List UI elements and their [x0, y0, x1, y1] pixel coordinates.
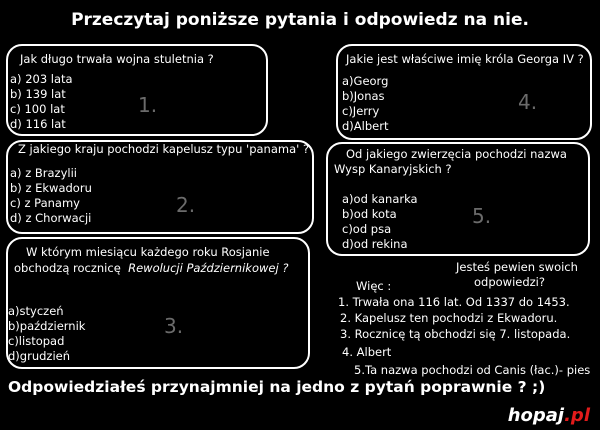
- logo-tld: .pl: [564, 405, 590, 426]
- question-1-option-d: d) 116 lat: [10, 117, 66, 131]
- logo-main: hopaj: [507, 405, 565, 426]
- question-3-text-line2: [14, 261, 288, 275]
- question-4-option-d: d)Albert: [342, 119, 389, 133]
- question-3-text-line2-a: obchodzą rocznicę: [14, 261, 121, 275]
- question-3-text-line1: W którym miesiącu każdego roku Rosjanie: [26, 245, 270, 259]
- question-5-text-line1: Od jakiego zwierzęcia pochodzi nazwa: [346, 147, 567, 161]
- question-3-option-a: a)styczeń: [8, 304, 64, 318]
- question-1-option-c: c) 100 lat: [10, 102, 65, 116]
- question-4-options: [342, 74, 388, 134]
- footer-text: Odpowiedziałeś przynajmniej na jedno z pytań poprawnie ? ;): [8, 378, 546, 396]
- question-2-number: 2.: [176, 193, 196, 217]
- question-1-text: Jak długo trwała wojna stuletnia ?: [20, 52, 214, 66]
- page-title: Przeczytaj poniższe pytania i odpowiedz na nie.: [71, 10, 529, 30]
- question-3-text-line2-b: Rewolucji Październikowej ?: [128, 261, 289, 275]
- question-4-text: Jakie jest właściwe imię króla Georga IV ?: [346, 52, 584, 66]
- answer-2: 2. Kapelusz ten pochodzi z Ekwadoru.: [340, 311, 558, 325]
- question-3-option-d: d)grudzień: [8, 349, 70, 363]
- answer-1: 1. Trwała ona 116 lat. Od 1337 do 1453.: [338, 295, 570, 309]
- question-4-number: 4.: [518, 90, 538, 114]
- answer-3: 3. Rocznicę tą obchodzi się 7. listopada.: [340, 327, 571, 341]
- question-2-option-a: a) z Brazylii: [10, 166, 77, 180]
- question-5-number: 5.: [472, 204, 492, 228]
- question-3-number: 3.: [164, 314, 184, 338]
- answers-sure-line2: odpowiedzi?: [474, 275, 545, 289]
- site-logo[interactable]: [508, 405, 590, 426]
- question-5-option-d: d)od rekina: [342, 237, 408, 251]
- answers-intro: Więc :: [356, 279, 392, 293]
- question-3-option-c: c)listopad: [8, 334, 65, 348]
- question-3-option-b: b)październik: [8, 319, 86, 333]
- question-5-text-line2: Wysp Kanaryjskich ?: [334, 162, 452, 176]
- answers-sure-line1: Jesteś pewien swoich: [456, 260, 578, 274]
- question-2-option-d: d) z Chorwacji: [10, 211, 92, 225]
- answer-5: 5.Ta nazwa pochodzi od Canis (łac.)- pies: [354, 363, 591, 377]
- question-3-options: [8, 304, 85, 364]
- question-5-option-c: c)od psa: [342, 222, 392, 236]
- question-1-options: [10, 72, 73, 132]
- question-1-option-a: a) 203 lata: [10, 72, 73, 86]
- answer-4: 4. Albert: [342, 345, 392, 359]
- question-2-options: [10, 166, 92, 226]
- question-5-options: [342, 192, 418, 252]
- question-4-option-a: a)Georg: [342, 74, 389, 88]
- question-2-text: Z jakiego kraju pochodzi kapelusz typu 'panama' ?: [18, 142, 310, 156]
- question-4-option-b: b)Jonas: [342, 89, 385, 103]
- question-4-option-c: c)Jerry: [342, 104, 380, 118]
- question-2-option-b: b) z Ekwadoru: [10, 181, 92, 195]
- question-5-option-a: a)od kanarka: [342, 192, 418, 206]
- question-2-option-c: c) z Panamy: [10, 196, 80, 210]
- question-5-option-b: b)od kota: [342, 207, 397, 221]
- question-1-number: 1.: [138, 93, 158, 117]
- question-1-option-b: b) 139 lat: [10, 87, 66, 101]
